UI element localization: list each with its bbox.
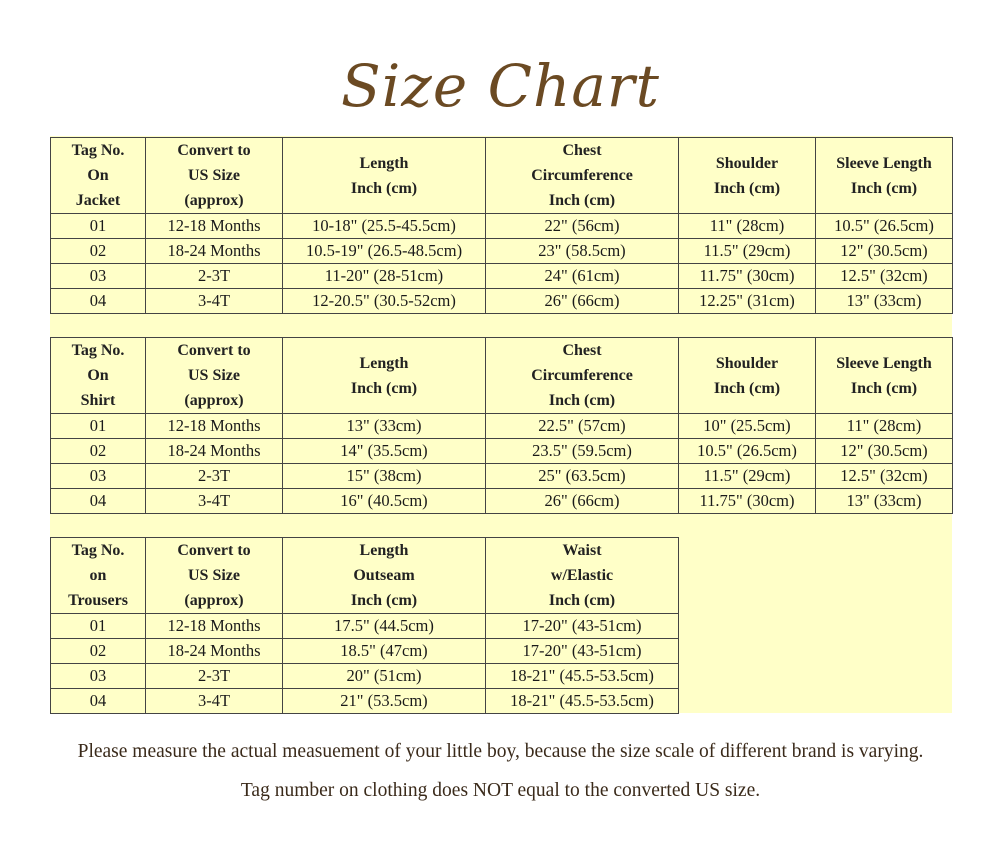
column-header [816,138,953,214]
table-cell: 11" (28cm) [816,414,953,439]
column-header-line: Inch (cm) [548,592,616,609]
table-cell: 12.5" (32cm) [816,264,953,289]
column-header-line: Chest [562,142,602,159]
table-cell: 04 [51,489,146,514]
table-header-row [51,138,953,214]
column-header-line: Inch (cm) [548,192,616,209]
column-header-line: Sleeve Length [836,354,932,372]
table-cell: 20" (51cm) [283,664,486,689]
table-cell: 18-24 Months [146,639,283,664]
column-header-line: Inch (cm) [713,179,781,197]
table-row [51,239,953,264]
table-row [51,464,953,489]
column-header-line: US Size [188,367,240,384]
table-cell: 11.5" (29cm) [679,464,816,489]
tag-number-note: Tag number on clothing does NOT equal to the converted US size. [240,780,761,801]
table-cell: 11.75" (30cm) [679,264,816,289]
table-cell: 12-18 Months [146,614,283,639]
column-header-line: (approx) [184,192,244,209]
column-header-line: Tag No. [71,142,125,159]
table-cell: 2-3T [146,264,283,289]
table-row [51,289,953,314]
column-header-line: Inch (cm) [548,392,616,409]
column-header-line: w/Elastic [550,567,614,584]
column-header [283,538,486,614]
table-cell: 17-20" (43-51cm) [486,639,679,664]
trousers-size-table [50,537,679,714]
table-cell: 3-4T [146,489,283,514]
measurement-note: Please measure the actual measuement of your little boy, because the size scale of different brand is varying. [77,741,924,762]
table-header-row [51,538,679,614]
column-header-line: Length [359,354,409,372]
table-cell: 03 [51,464,146,489]
table-cell: 11-20" (28-51cm) [283,264,486,289]
table-row [51,214,953,239]
column-header [51,338,146,414]
table-cell: 11" (28cm) [679,214,816,239]
column-header [679,138,816,214]
column-header-line: Sleeve Length [836,154,932,172]
table-cell: 2-3T [146,464,283,489]
column-header-line: Waist [562,542,602,559]
table-cell: 01 [51,614,146,639]
column-header [486,138,679,214]
column-header [283,138,486,214]
table-cell: 13" (33cm) [816,489,953,514]
column-header-line: Jacket [75,192,121,209]
column-header-line: Convert to [177,342,251,359]
column-header-line: Inch (cm) [850,379,918,397]
column-header [816,338,953,414]
table-cell: 10.5" (26.5cm) [816,214,953,239]
column-header-line: Inch (cm) [350,179,418,197]
jacket-size-table [50,137,953,314]
table-row [51,489,953,514]
table-cell: 02 [51,239,146,264]
column-header-line: Shoulder [715,354,779,372]
table-cell: 03 [51,264,146,289]
table-cell: 12.5" (32cm) [816,464,953,489]
column-header [51,138,146,214]
table-cell: 12-20.5" (30.5-52cm) [283,289,486,314]
table-cell: 12-18 Months [146,414,283,439]
column-header-line: Circumference [531,367,633,384]
table-cell: 25" (63.5cm) [486,464,679,489]
column-header-line: Tag No. [71,342,125,359]
table-cell: 3-4T [146,689,283,714]
table-cell: 18-24 Months [146,239,283,264]
table-cell: 11.75" (30cm) [679,489,816,514]
table-cell: 21" (53.5cm) [283,689,486,714]
table-cell: 18-21" (45.5-53.5cm) [486,664,679,689]
table-cell: 10-18" (25.5-45.5cm) [283,214,486,239]
table-cell: 10.5-19" (26.5-48.5cm) [283,239,486,264]
table-row [51,439,953,464]
column-header-line: Length [359,542,409,559]
table-cell: 26" (66cm) [486,489,679,514]
column-header-line: On [87,167,109,184]
column-header-line: Length [359,154,409,172]
column-header-line: Outseam [353,567,415,584]
table-cell: 14" (35.5cm) [283,439,486,464]
column-header [283,338,486,414]
column-header-line: Shoulder [715,154,779,172]
table-cell: 01 [51,214,146,239]
column-header [146,338,283,414]
table-cell: 04 [51,289,146,314]
table-cell: 10.5" (26.5cm) [679,439,816,464]
column-header-line: on [89,567,107,584]
column-header-line: On [87,367,109,384]
column-header [146,538,283,614]
table-header-row [51,338,953,414]
table-cell: 10" (25.5cm) [679,414,816,439]
column-header-line: Chest [562,342,602,359]
table-cell: 02 [51,439,146,464]
column-header-line: Inch (cm) [350,592,418,609]
shirt-size-table [50,337,953,514]
column-header-line: US Size [188,167,240,184]
table-cell: 02 [51,639,146,664]
column-header [486,538,679,614]
table-cell: 3-4T [146,289,283,314]
table-cell: 03 [51,664,146,689]
page-title: Size Chart [341,52,660,120]
column-header-line: (approx) [184,592,244,609]
column-header [486,338,679,414]
table-cell: 24" (61cm) [486,264,679,289]
table-cell: 2-3T [146,664,283,689]
table-cell: 22.5" (57cm) [486,414,679,439]
column-header [146,138,283,214]
table-cell: 13" (33cm) [283,414,486,439]
table-cell: 12-18 Months [146,214,283,239]
table-cell: 17.5" (44.5cm) [283,614,486,639]
table-cell: 18-21" (45.5-53.5cm) [486,689,679,714]
column-header-line: Convert to [177,542,251,559]
table-cell: 11.5" (29cm) [679,239,816,264]
table-cell: 23.5" (59.5cm) [486,439,679,464]
column-header-line: Trousers [68,592,128,609]
column-header-line: US Size [188,567,240,584]
table-cell: 12" (30.5cm) [816,439,953,464]
table-cell: 17-20" (43-51cm) [486,614,679,639]
table-cell: 01 [51,414,146,439]
table-cell: 22" (56cm) [486,214,679,239]
column-header [51,538,146,614]
table-row [51,264,953,289]
column-header-line: (approx) [184,392,244,409]
table-row [51,414,953,439]
table-cell: 12" (30.5cm) [816,239,953,264]
table-cell: 18.5" (47cm) [283,639,486,664]
column-header-line: Circumference [531,167,633,184]
column-header-line: Convert to [177,142,251,159]
table-cell: 15" (38cm) [283,464,486,489]
table-cell: 13" (33cm) [816,289,953,314]
table-cell: 26" (66cm) [486,289,679,314]
table-row [51,664,679,689]
column-header-line: Inch (cm) [850,179,918,197]
table-cell: 12.25" (31cm) [679,289,816,314]
table-cell: 23" (58.5cm) [486,239,679,264]
column-header [679,338,816,414]
table-row [51,689,679,714]
column-header-line: Inch (cm) [713,379,781,397]
table-cell: 04 [51,689,146,714]
table-cell: 16" (40.5cm) [283,489,486,514]
table-cell: 18-24 Months [146,439,283,464]
column-header-line: Inch (cm) [350,379,418,397]
column-header-line: Tag No. [71,542,125,559]
column-header-line: Shirt [80,392,116,409]
table-row [51,639,679,664]
table-row [51,614,679,639]
